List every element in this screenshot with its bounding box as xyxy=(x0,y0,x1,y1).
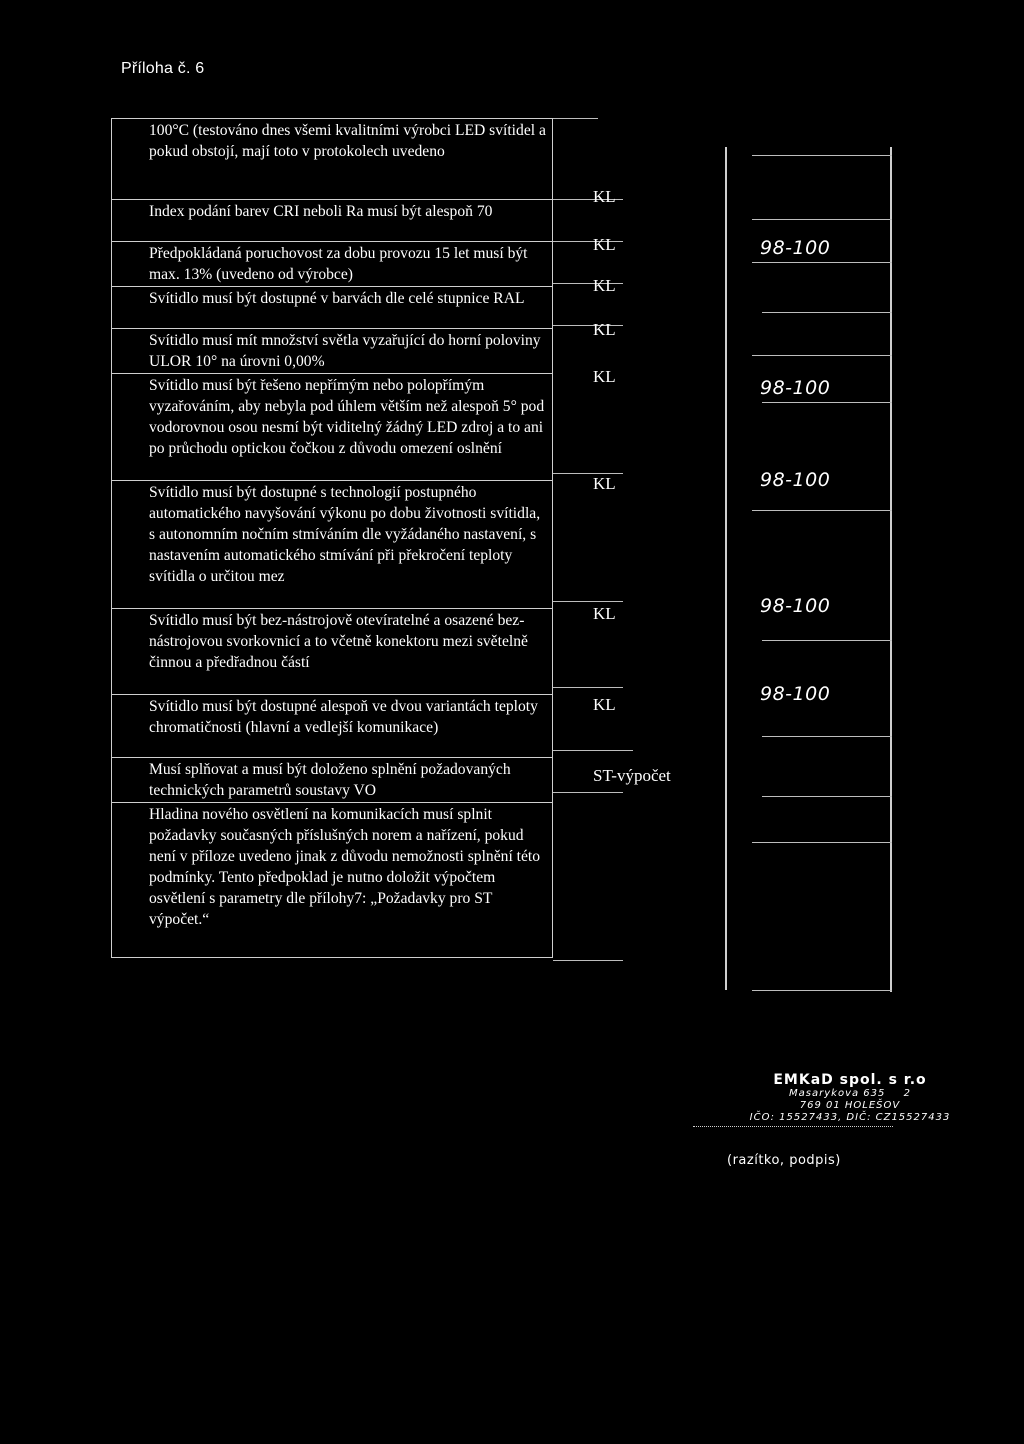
row-divider xyxy=(553,792,623,793)
requirement-text: Svítidlo musí být dostupné s technologií postupného automatického navyšování výkonu po dobu životnosti svítidla, s autonomním nočním stmíváním dle vyžádaného nastavení, s nastavením automatického stmívání při překročení teploty svítidla o určitou mez xyxy=(112,481,553,609)
requirement-text: Hladina nového osvětlení na komunikacích musí splnit požadavky současných příslušných norem a nařízení, pokud není v příloze uvedeno jinak z důvodu nemožnosti splnění této podmínky. Tento předpoklad je nutno doložit výpočtem osvětlení s parametry dle přílohy7: „Požadavky pro ST výpočet.“ xyxy=(112,803,553,958)
page-header: Příloha č. 6 xyxy=(121,60,205,77)
requirement-text: Index podání barev CRI neboli Ra musí být alespoň 70 xyxy=(112,200,553,242)
stamp-ids: IČO: 15527433, DIČ: CZ15527433 xyxy=(749,1112,951,1123)
table-row xyxy=(112,200,553,242)
code-st-calculation: ST-výpočet xyxy=(593,766,671,785)
table-row xyxy=(112,329,553,374)
value-row-line xyxy=(762,796,892,797)
value-row-line xyxy=(752,219,892,220)
requirement-text: Svítidlo musí mít množství světla vyzařující do horní poloviny ULOR 10° na úrovni 0,00% xyxy=(112,329,553,374)
table-row xyxy=(112,758,553,803)
value-row-line xyxy=(752,355,892,356)
row-divider xyxy=(553,750,633,751)
code-kl-ulor: KL xyxy=(593,320,616,339)
table-row xyxy=(112,374,553,481)
table-row xyxy=(112,803,553,958)
value-toolless: 98-100 xyxy=(760,595,831,617)
value-column-right-border xyxy=(890,147,892,992)
code-kl-chromaticity: KL xyxy=(593,695,616,714)
signature-label: (razítko, podpis) xyxy=(727,1153,841,1168)
value-row-line xyxy=(752,990,892,991)
row-divider xyxy=(553,687,623,688)
table-row xyxy=(112,287,553,329)
stamp-address: Masarykova 635 xyxy=(789,1088,886,1099)
table-row xyxy=(112,609,553,695)
table-row xyxy=(112,481,553,609)
row-divider xyxy=(553,960,623,961)
code-kl-cri: KL xyxy=(593,187,616,206)
company-stamp xyxy=(730,1072,970,1124)
requirement-text: 100°C (testováno dnes všemi kvalitními výrobci LED svítidel a pokud obstojí, mají toto v protokolech uvedeno xyxy=(112,119,553,200)
requirements-table xyxy=(111,118,553,958)
value-row-line xyxy=(762,640,892,641)
code-kl-failure-rate: KL xyxy=(593,235,616,254)
value-column-left-border xyxy=(725,147,727,990)
requirement-text: Musí splňovat a musí být doloženo splnění požadovaných technických parametrů soustavy VO xyxy=(112,758,553,803)
requirement-text: Svítidlo musí být bez-nástrojově otevíratelné a osazené bez-nástrojovou svorkovnicí a to včetně konektoru mezi světelně činnou a předřadnou částí xyxy=(112,609,553,695)
value-row-line xyxy=(762,402,892,403)
value-chromaticity: 98-100 xyxy=(760,683,831,705)
requirement-text: Svítidlo musí být řešeno nepřímým nebo polopřímým vyzařováním, aby nebyla pod úhlem větším než alespoň 5° pod vodorovnou osou nesmí být viditelný žádný LED zdroj a to ani po průchodu optickou čočkou z důvodu omezení oslnění xyxy=(112,374,553,481)
requirement-text: Svítidlo musí být dostupné alespoň ve dvou variantách teploty chromatičnosti (hlavní a vedlejší komunikace) xyxy=(112,695,553,758)
table-row xyxy=(112,119,553,200)
value-row-line xyxy=(752,262,892,263)
value-technology: 98-100 xyxy=(760,469,831,491)
code-kl-toolless: KL xyxy=(593,604,616,623)
value-row-line xyxy=(762,736,892,737)
requirement-text: Předpokládaná poruchovost za dobu provozu 15 let musí být max. 13% (uvedeno od výrobce) xyxy=(112,242,553,287)
table-row xyxy=(112,695,553,758)
code-kl-indirect: KL xyxy=(593,367,616,386)
code-kl-technology: KL xyxy=(593,474,616,493)
row-divider xyxy=(553,601,623,602)
code-kl-ral: KL xyxy=(593,276,616,295)
signature-line xyxy=(693,1126,893,1127)
value-row-line xyxy=(762,312,892,313)
value-indirect: 98-100 xyxy=(760,377,831,399)
table-row xyxy=(112,242,553,287)
row-divider xyxy=(553,118,598,119)
stamp-address-row xyxy=(730,1088,970,1100)
value-row-line xyxy=(752,510,892,511)
stamp-page-mark: 2 xyxy=(903,1088,911,1099)
requirement-text: Svítidlo musí být dostupné v barvách dle celé stupnice RAL xyxy=(112,287,553,329)
value-row-line xyxy=(752,842,892,843)
stamp-company: EMKaD spol. s r.o xyxy=(773,1072,927,1088)
value-row-line xyxy=(752,155,892,156)
value-failure-rate: 98-100 xyxy=(760,237,831,259)
stamp-city: 769 01 HOLEŠOV xyxy=(799,1100,901,1111)
